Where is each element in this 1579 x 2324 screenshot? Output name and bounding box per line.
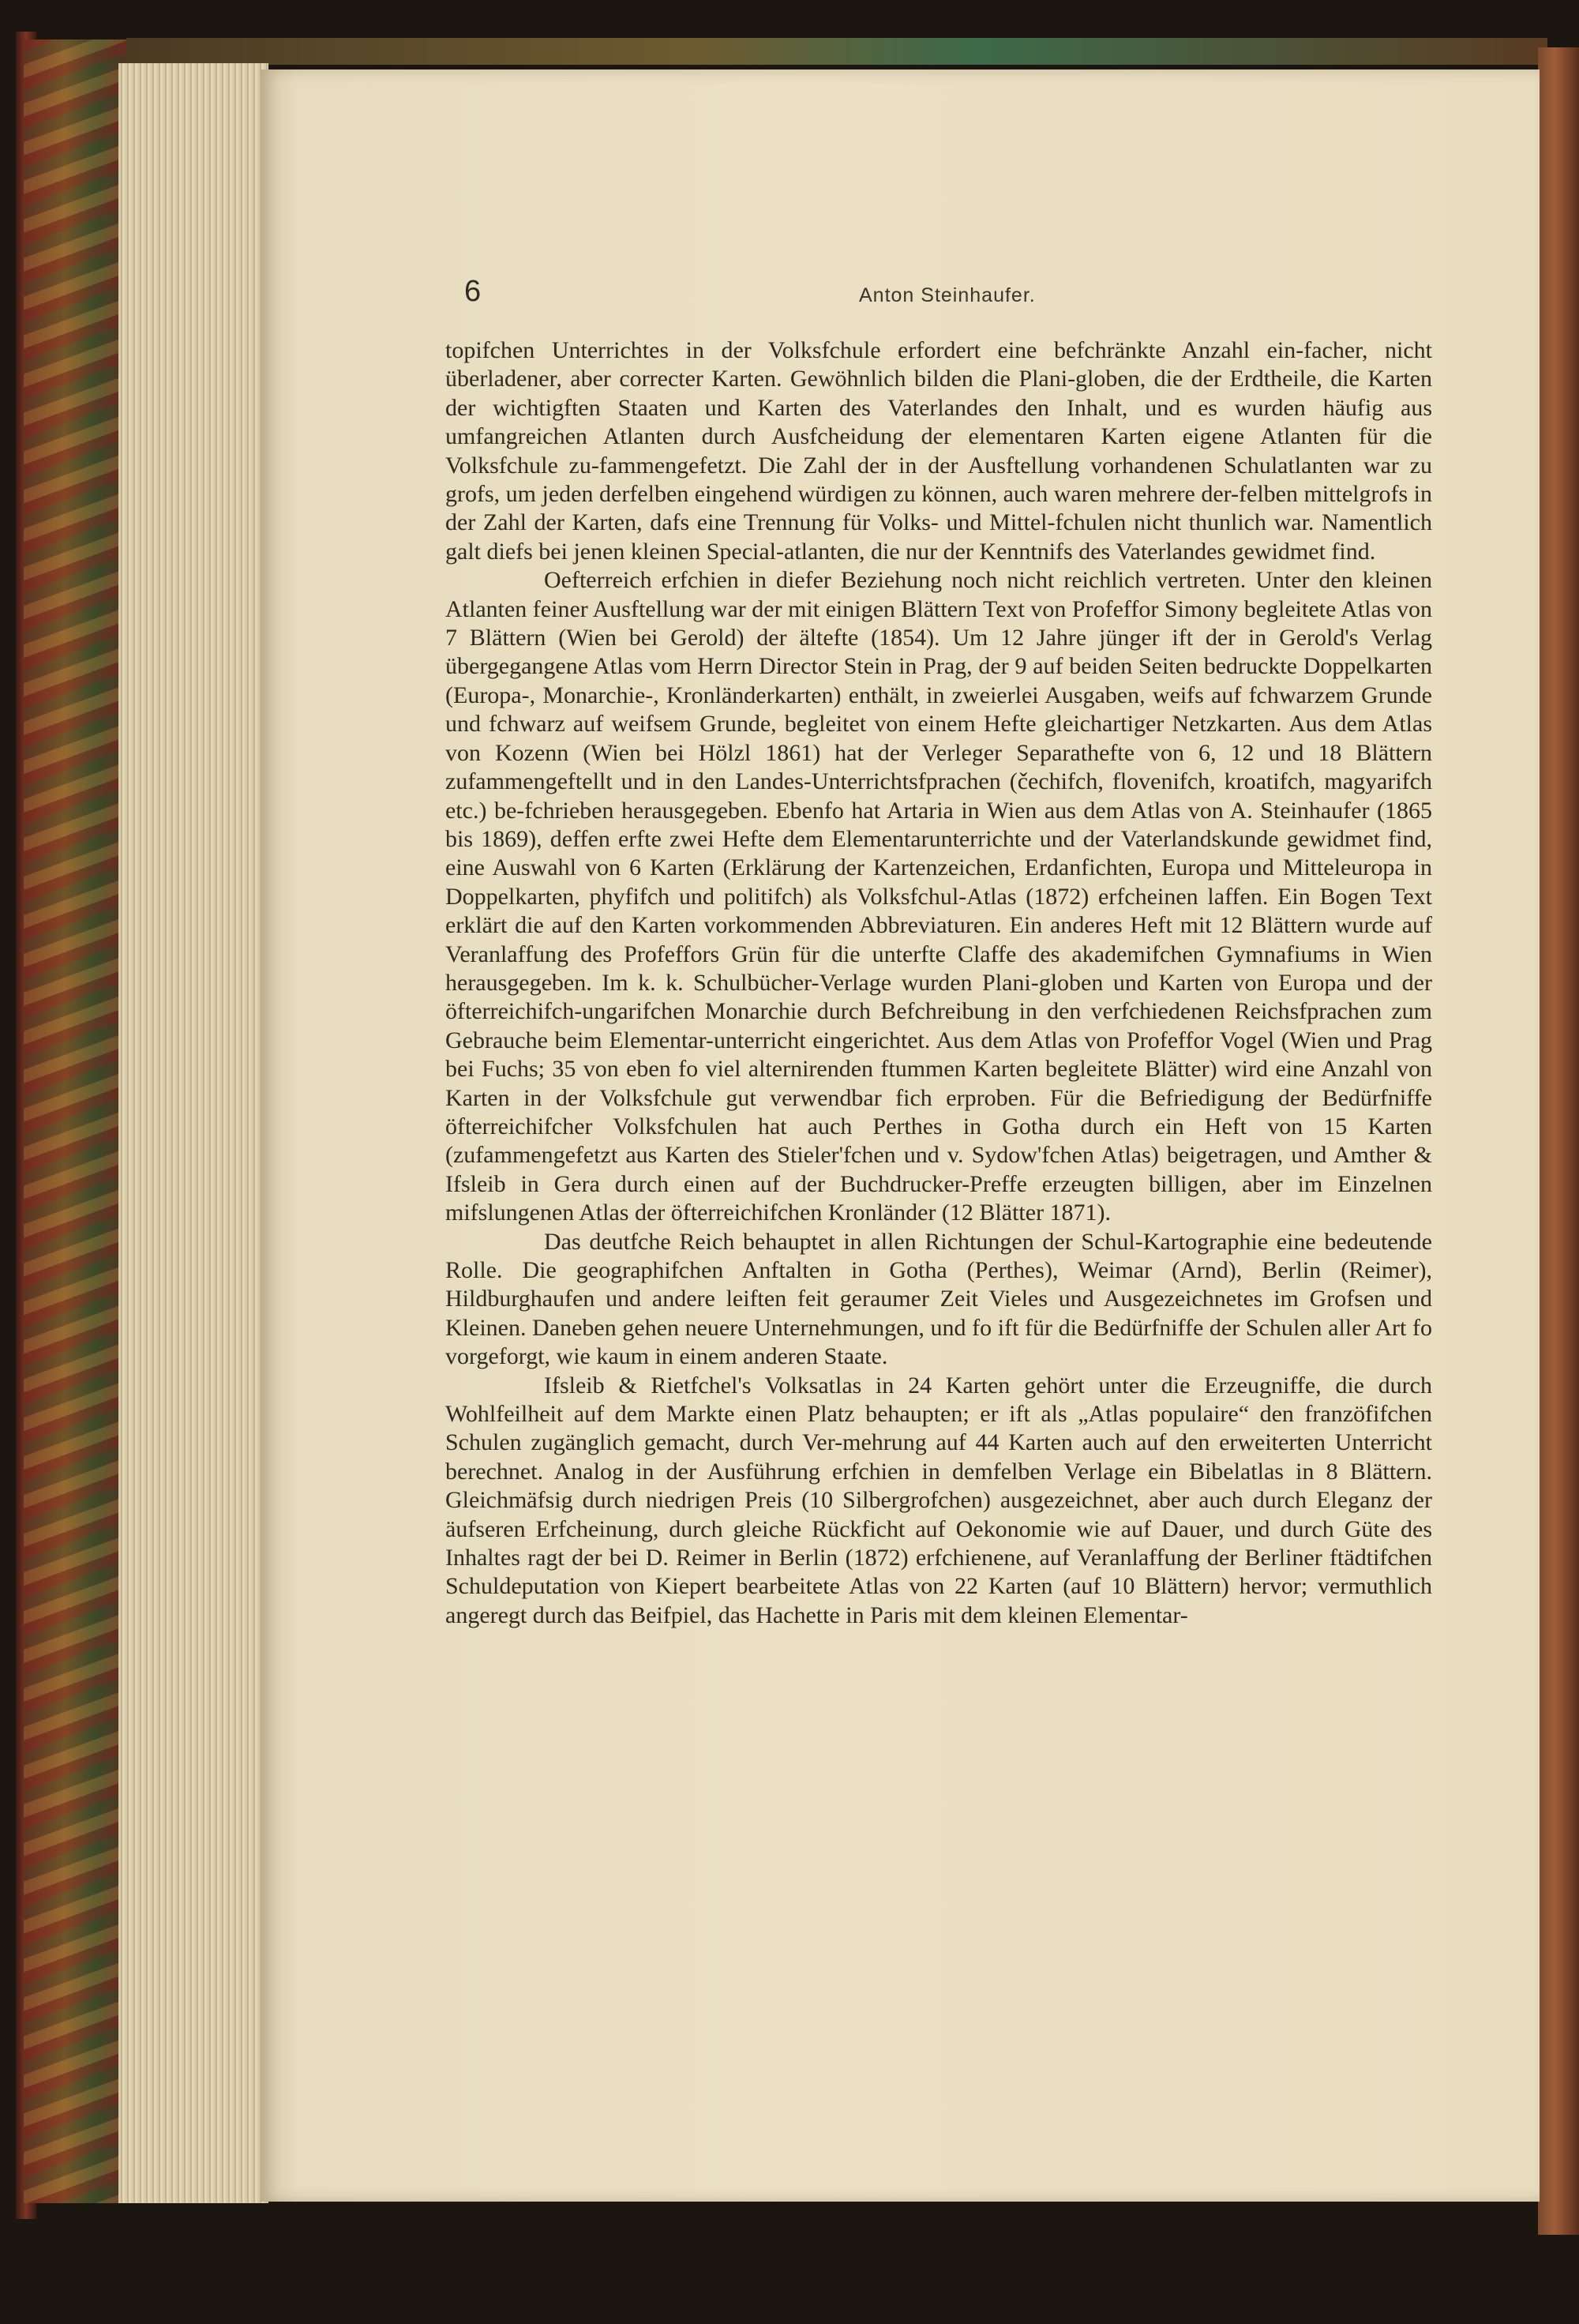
book-cover	[24, 39, 126, 2203]
paragraph-ifsleib: Ifsleib & Rietfchel's Volksatlas in 24 Karten gehört unter die Erzeugniffe, die durch Wohlfeilheit auf dem Markte einen Platz behaupten; er ift als „Atlas populaire“ den franzöfifchen Schulen zugänglich gemacht, durch Ver-mehrung auf 44 Karten auch auf den erweiterten Unterricht berechnet. Analog in der Ausführung erfchien in demfelben Verlage ein Bibelatlas in 8 Blättern. Gleichmäfsig durch niedrigen Preis (10 Silbergrofchen) ausgezeichnet, aber auch durch Eleganz der äufseren Erfcheinung, durch gleiche Rückficht auf Oekonomie wie auf Dauer, und durch Güte des Inhaltes ragt der bei D. Reimer in Berlin (1872) erfchienene, auf Veranlaffung der Berliner ftädtifchen Schuldeputation von Kiepert bearbeitete Atlas von 22 Karten (auf 10 Blättern) hervor; vermuthlich angeregt durch das Beifpiel, das Hachette in Paris mit dem kleinen Elementar-	[445, 1372, 1432, 1628]
book-top-edge	[126, 38, 1547, 65]
page-number: 6	[464, 275, 482, 308]
paragraph-1: topifchen Unterrichtes in der Volksfchule erfordert eine befchränkte Anzahl ein-facher, nicht überladener, aber correcter Karten. Gewöhnlich bilden die Plani-globen, die der Erdtheile, die Karten der wichtigften Staaten und Karten des Vaterlandes den Inhalt, und es wurden häufig aus umfangreichen Atlanten durch Ausfcheidung der elementaren Karten eigene Atlanten für die Volksfchule zu-fammengefetzt. Die Zahl der in der Ausftellung vorhandenen Schulatlanten war zu grofs, um jeden derfelben eingehend würdigen zu können, auch waren mehrere der-felben mittelgrofs in der Zahl der Karten, dafs eine Trennung für Volks- und Mittel-fchulen nicht thunlich war. Namentlich galt diefs bei jenen kleinen Special-atlanten, die nur der Kenntnifs des Vaterlandes gewidmet find.	[445, 337, 1432, 565]
running-title: Anton Steinhaufer.	[859, 284, 1036, 306]
book-right-cover	[1538, 47, 1579, 2235]
paragraph-oesterreich: Oefterreich erfchien in diefer Beziehung noch nicht reichlich vertreten. Unter den kleinen Atlanten feiner Ausftellung war der mit einigen Blättern Text von Profeffor Simony begleitete Atlas von 7 Blättern (Wien bei Gerold) der ältefte (1854). Um 12 Jahre jünger ift der in Gerold's Verlag übergegangene Atlas vom Herrn Director Stein in Prag, der 9 auf beiden Seiten bedruckte Doppelkarten (Europa-, Monarchie-, Kronländerkarten) enthält, in zweierlei Ausgaben, weifs auf fchwarzem Grunde und fchwarz auf weifsem Grunde, begleitet von einem Hefte gleichartiger Netzkarten. Aus dem Atlas von Kozenn (Wien bei Hölzl 1861) hat der Verleger Separathefte von 6, 12 und 18 Blättern zufammengeftellt und in den Landes-Unterrichtsfprachen (čechifch, flovenifch, kroatifch, magyarifch etc.) be-fchrieben herausgegeben. Ebenfo hat Artaria in Wien aus dem Atlas von A. Steinhaufer (1865 bis 1869), deffen erfte zwei Hefte dem Elementarunterrichte und der Vaterlandskunde gewidmet find, eine Auswahl von 6 Karten (Erklärung der Kartenzeichen, Erdanfichten, Europa und Mitteleuropa in Doppelkarten, phyfifch und politifch) als Volksfchul-Atlas (1872) erfcheinen laffen. Ein Bogen Text erklärt die auf den Karten vorkommenden Abbreviaturen. Ein anderes Heft mit 12 Blättern wurde auf Veranlaffung des Profeffors Grün für die unterfte Claffe des akademifchen Gymnafiums in Wien herausgegeben. Im k. k. Schulbücher-Verlage wurden Plani-globen und Karten von Europa und der öfterreichifch-ungarifchen Monarchie durch Befchreibung in den verfchiedenen Reichsfprachen zum Gebrauche beim Elementar-unterricht eingerichtet. Aus dem Atlas von Profeffor Vogel (Wien und Prag bei Fuchs; 35 von eben fo viel alternirenden ftummen Karten begleitete Blätter) wird eine Anzahl von Karten in der Volksfchule gut verwendbar fich erproben. Für die Befriedigung der Bedürfniffe öfterreichifcher Volksfchulen hat auch Perthes in Gotha durch ein Heft von 15 Karten (zufammengefetzt aus Karten des Stieler'fchen und v. Sydow'fchen Atlas) beigetragen, und Amther & Ifsleib in Gera durch einen auf der Buchdrucker-Preffe erzeugten billigen, aber im Einzelnen mifslungenen Atlas der öfterreichifchen Kronländer (12 Blätter 1871).	[445, 567, 1432, 1226]
paragraph-deutsches-reich: Das deutfche Reich behauptet in allen Richtungen der Schul-Kartographie eine bedeutende Rolle. Die geographifchen Anftalten in Gotha (Perthes), Weimar (Arnd), Berlin (Reimer), Hildburghaufen und andere leiften feit geraumer Zeit Vieles und Ausgezeichnetes im Grofsen und Kleinen. Daneben gehen neuere Unternehmungen, und fo ift für die Bedürfniffe der Schulen aller Art fo vorgeforgt, wie kaum in einem anderen Staate.	[445, 1228, 1432, 1370]
body-text	[445, 336, 1432, 1630]
page-stack-edges	[118, 63, 268, 2203]
page-header	[464, 275, 1432, 314]
